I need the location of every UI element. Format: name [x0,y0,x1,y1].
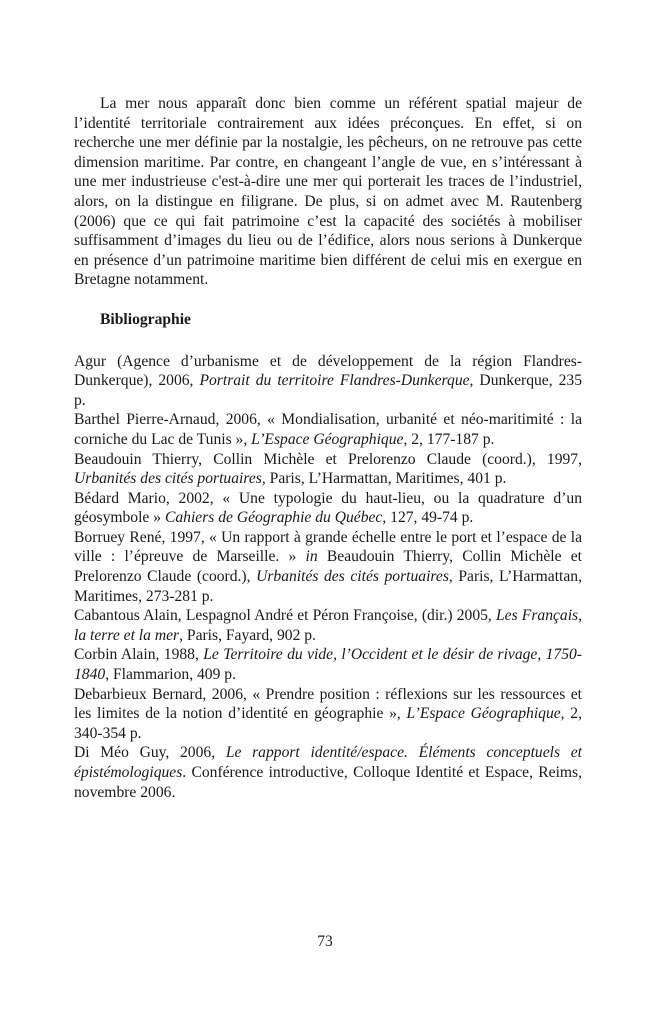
bibliography-entry: Agur (Agence d’urbanisme et de développement de la région Flandres-Dunkerque), 2006, Portrait du territoire Flandres-Dunkerque, Dunkerque, 235 p. [74,352,582,409]
body-paragraph: La mer nous apparaît donc bien comme un référent spatial majeur de l’identité territoriale contrairement aux idées préconçues. En effet, si on recherche une mer définie par la nostalgie, les pêcheurs, on ne retrouve pas cette dimension maritime. Par contre, en changeant l’angle de vue, en s’intéressant à une mer industrieuse c'est-à-dire une mer qui porterait les traces de l’industriel, alors, on la distingue en filigrane. De plus, si on admet avec M. Rautenberg (2006) que ce qui fait patrimoine c’est la capacité des sociétés à mobiliser suffisamment d’images du lieu ou de l’édifice, alors nous serions à Dunkerque en présence d’un patrimoine maritime bien différent de celui mis en exergue en Bretagne notamment. [74,95,582,289]
bibliography-list [74,352,582,803]
page-content [74,94,582,802]
bibliography-entry: Debarbieux Bernard, 2006, « Prendre position : réflexions sur les ressources et les limites de la notion d’identité en géographie », L’Espace Géographique, 2, 340-354 p. [74,685,582,742]
bibliography-entry: Borruey René, 1997, « Un rapport à grande échelle entre le port et l’espace de la ville : l’épreuve de Marseille. » in Beaudouin Thierry, Collin Michèle et Prelorenzo Claude (coord.), Urbanités des cités portuaires, Paris, L’Harmattan, Maritimes, 273-281 p. [74,528,582,605]
bibliography-entry: Corbin Alain, 1988, Le Territoire du vide, l’Occident et le désir de rivage, 1750-1840, Flammarion, 409 p. [74,646,583,684]
bibliography-entry: Cabantous Alain, Lespagnol André et Péron Françoise, (dir.) 2005, Les Français, la terre et la mer, Paris, Fayard, 902 p. [74,607,583,644]
bibliography-entry: Beaudouin Thierry, Collin Michèle et Prelorenzo Claude (coord.), 1997, Urbanités des cités portuaires, Paris, L’Harmattan, Maritimes, 401 p. [74,450,582,488]
section-heading-bibliographie: Bibliographie [100,310,191,328]
bibliography-entry: Barthel Pierre-Arnaud, 2006, « Mondialisation, urbanité et néo-maritimité : la corniche du Lac de Tunis », L’Espace Géographique, 2, 177-187 p. [74,411,582,448]
page-number: 73 [317,933,333,950]
bibliography-entry: Bédard Mario, 2002, « Une typologie du haut-lieu, ou la quadrature d’un géosymbole » Cahiers de Géographie du Québec, 127, 49-74 p. [74,489,582,527]
bibliography-entry: Di Méo Guy, 2006, Le rapport identité/espace. Éléments conceptuels et épistémologiques. Conférence introductive, Colloque Identité et Espace, Reims, novembre 2006. [74,744,582,801]
